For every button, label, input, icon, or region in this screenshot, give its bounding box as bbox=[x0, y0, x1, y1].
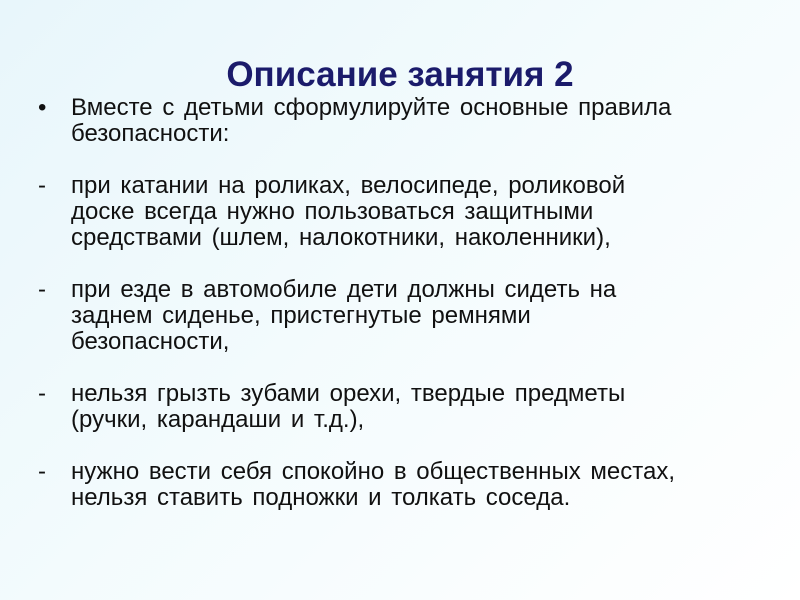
list-item bbox=[38, 173, 768, 251]
list-item-line: при езде в автомобиле дети должны сидеть на bbox=[71, 276, 617, 303]
slide-content bbox=[38, 95, 768, 511]
list-item bbox=[38, 381, 768, 433]
list-item-line: нужно вести себя спокойно в общественных местах, bbox=[71, 458, 676, 485]
list-item-line: нельзя грызть зубами орехи, твердые предметы bbox=[71, 380, 626, 407]
dash-marker: - bbox=[38, 276, 46, 303]
list-item-line: средствами (шлем, налокотники, наколенники), bbox=[71, 224, 611, 251]
list-item-line: нельзя ставить подножки и толкать соседа. bbox=[71, 484, 571, 511]
bullet-marker: • bbox=[38, 94, 47, 121]
list-item bbox=[38, 277, 768, 355]
list-item bbox=[38, 459, 768, 511]
dash-marker: - bbox=[38, 172, 46, 199]
list-item-line: Вместе с детьми сформулируйте основные правила bbox=[71, 94, 672, 121]
list-item-line: при катании на роликах, велосипеде, роликовой bbox=[71, 172, 626, 199]
slide-title: Описание занятия 2 bbox=[226, 55, 574, 95]
list-item-line: заднем сиденье, пристегнутые ремнями bbox=[71, 302, 531, 329]
dash-marker: - bbox=[38, 380, 46, 407]
list-item-line: безопасности, bbox=[71, 328, 230, 355]
list-item bbox=[38, 95, 768, 147]
dash-marker: - bbox=[38, 458, 46, 485]
list-item-line: безопасности: bbox=[71, 120, 230, 147]
list-item-line: доске всегда нужно пользоваться защитными bbox=[71, 198, 594, 225]
list-item-line: (ручки, карандаши и т.д.), bbox=[71, 406, 365, 433]
